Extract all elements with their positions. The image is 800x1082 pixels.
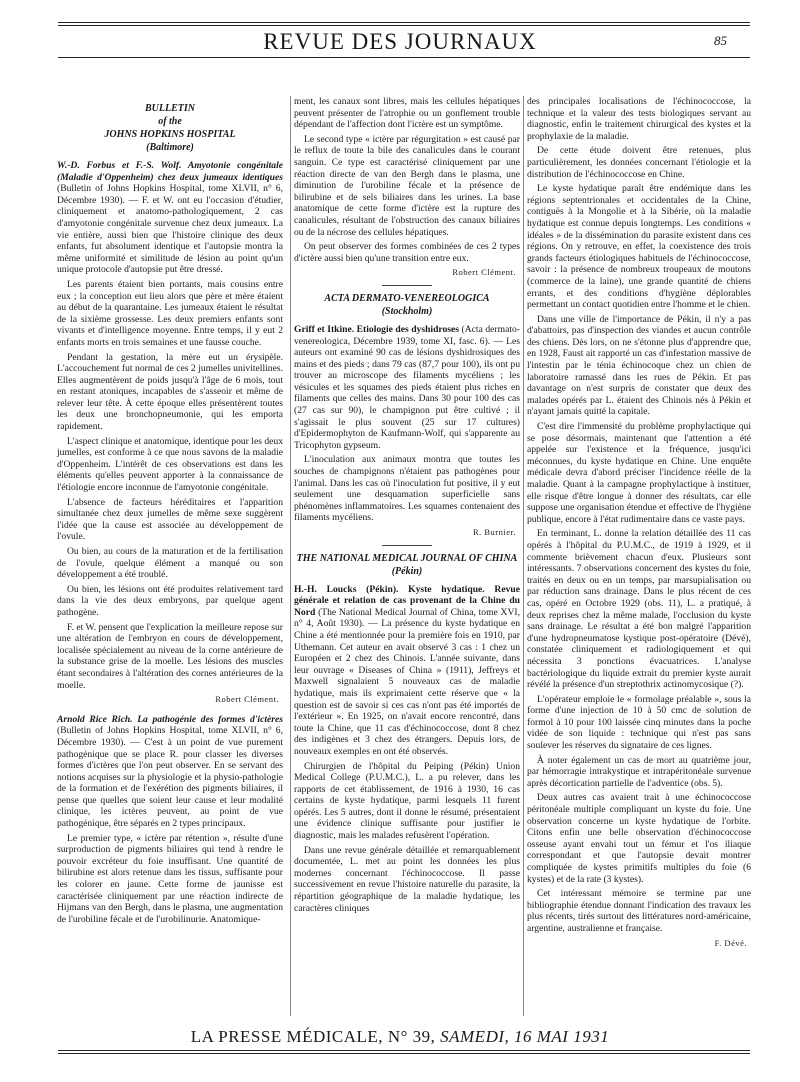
paragraph: On peut observer des formes combinées de ces 2 types d'ictère aussi bien qu'une transition entre eux. bbox=[294, 241, 520, 264]
footer-issue-number: N° 39, bbox=[387, 1027, 436, 1046]
section-heading-nmj bbox=[294, 552, 520, 578]
section-separator bbox=[382, 545, 432, 546]
paragraph: À noter également un cas de mort au quatrième jour, par hémorragie intrakystique et intrapéritonéale survenue après décortication partielle de l'adventice (obs. 5). bbox=[527, 754, 751, 789]
section-heading-acta bbox=[294, 292, 520, 318]
footer-rule-2 bbox=[58, 1053, 750, 1054]
article-loucks bbox=[294, 584, 520, 758]
paragraph: Le kyste hydatique paraît être endémique dans les régions septentrionales et occidentales de la Chine, contiguës à la Mongolie et à la Sibérie, où la maladie hydatique est connue depuis longtemps. Les conditions « idéales » de la dissémination du parasite existent dans ces régions. On y retrouve, en effet, la coexistence des trois grands facteurs étiologiques habituels de l'échinococcose, savoir : la présence de nombreux troupeaux de moutons (commerce de la laine), une grande quantité de chiens errants, et des conditions d'hygiène déplorables permettant un contact quotidien entre l'homme et le chien. bbox=[527, 183, 751, 311]
paragraph: Le second type « ictère par régurgitation » est causé par le reflux de toute la bile des canalicules dans le courant sanguin. Ce type est caractérisé cliniquement par une réaction directe de van den Bergh dans le plasma, une diminution de l'urobiline fécale et la présence de bilirubine et de sels biliaires dans les urines. La base anatomique de cette forme d'ictère est la rupture des canalicules, résultant de l'obstruction des canaux biliaires ou de la nécrose des cellules hépatiques. bbox=[294, 133, 520, 238]
article-griff-itkine bbox=[294, 324, 520, 452]
paragraph: Ou bien, les lésions ont été produites relativement tard dans la vie des deux embryons, par quelque agent pathogène. bbox=[57, 583, 283, 618]
section-city: (Pékin) bbox=[391, 565, 423, 577]
paragraph: L'aspect clinique et anatomique, identique pour les deux jumelles, est conforme à ce que nous savons de la maladie d'Oppenheim. L'intérêt de ces observations est dans les éléments qu'elles peuvent apporter à la connaissance de l'étiologie encore inconnue de l'amyotonie congénitale. bbox=[57, 435, 283, 494]
paragraph: Dans une revue générale détaillée et remarquablement documentée, L. met au point les données les plus modernes concernant l'échinococcose. Il passe successivement en revue l'histoire naturelle du parasite, la répartition géographique de la maladie hydatique, les caractères cliniques bbox=[294, 844, 520, 914]
paragraph: En terminant, L. donne la relation détaillée des 11 cas opérés à l'hôpital du P.U.M.C., de 1919 à 1929, et il commente brièvement chacun d'eux. Plusieurs sont intéressants. 7 observations concernent des kystes du foie, traités en deux ou en un temps, par marsupialisation ou par réduction sans drainage. Dans le plus récent de ces cas, opéré en Octobre 1929 (obs. 11), L. a pratiqué, à deux reprises chez la même malade, l'occlusion du kyste sans drainage. Le résultat a été bon malgré l'apparition d'une hydropneumatose kystique post-opératoire (Dévé), constatée cliniquement et radiologiquement et qui nécessita 3 ponctions évacuatrices. L'analyse bactériologique du liquide extrait du premier kyste aurait révélé la présence d'un streptothrix actinomycosique (?). bbox=[527, 528, 751, 691]
article-body: (The National Medical Journal of China, tome XVI, n° 4, Août 1930). — La présence du kyste hydatique en Chine a été mentionnée pour la première fois en 1910, par Uthemann. Cet auteur en avait observé 3 cas : 1 chez un Européen et 2 chez des Chinois. L'année suivante, dans leur ouvrage « Diseases of China » (1911), Jeffreys et Maxwell signalaient 5 nouveaux cas de maladie hydatique, mais ils exprimaient cette réserve que « la question est de savoir si ces cas n'ont pas été importés de l'extérieur ». En 1925, on n'avait encore rencontré, dans toute la Chine, que 11 cas d'échinococcose, dont 8 chez des indigènes et 3 chez des étrangers. Depuis lors, de nouveaux exemples en ont été observés. bbox=[294, 606, 520, 757]
paragraph: L'inoculation aux animaux montra que toutes les souches de champignons n'étaient pas pathogènes pour l'animal. Dans les cas où l'inoculation fut positive, il y eut seulement une desquamation superficielle sans phénomènes inflammatoires. Les squames contenaient des filaments mycéliens. bbox=[294, 454, 520, 524]
section-title: THE NATIONAL MEDICAL JOURNAL OF CHINA bbox=[296, 552, 518, 564]
section-journal-name: JOHNS HOPKINS HOSPITAL bbox=[104, 129, 236, 140]
paragraph: Le premier type, « ictère par rétention », résulte d'une surproduction de pigments biliaires qui tend à rendre le pouvoir excréteur du foie insuffisant. Une quantité de bilirubine est alors retenue dans les tissus, suffisante pour les colorer en jaune. Cette forme de jaunisse est caractérisée cliniquement par une réaction indirecte de Hijmans van den Bergh, dans le plasma, une augmentation de l'urobiline fécale et de l'urobilinurie. Anatomique- bbox=[57, 832, 283, 925]
paragraph: Les parents étaient bien portants, mais cousins entre eux ; la conception eut lieu alors que père et mère étaient au début de la quarantaine. Les jumeaux étaient le résultat de la sixième grossesse. Les deux premiers enfants sont vivants et d'intelligence moyenne. Entre temps, il y eut 2 enfants morts en trois semaines et une fausse couche. bbox=[57, 278, 283, 348]
author-signature: Robert Clément. bbox=[452, 267, 516, 278]
paragraph: Pendant la gestation, la mère eut un érysipèle. L'accouchement fut normal de ces 2 jumelles univitellines. Elles augmentèrent de poids jusqu'à l'âge de 6 mois, tout en restant atoniques, incapables de s'asseoir et même de relever leur tête. À cette époque elles présentèrent toutes les deux une bronchopneumonie, qui les emporta rapidement. bbox=[57, 351, 283, 433]
article-lead: Arnold Rice Rich. La pathogénie des formes d'ictères bbox=[57, 713, 283, 725]
article-body: (Bulletin of Johns Hopkins Hospital, tome XLVII, n° 6, Décembre 1930). — C'est à un point de vue purement pathogénique que se place R. pour classer les diverses formes d'ictères que l'on peut observer. En se servant des notions acquises sur la physiologie et la physio-pathologie de la formation et de l'exérétion des pigments biliaires, il pense que quelles que soient leur cause et leur modalité clinique, les ictères peuvent, au point de vue pathogénique, être séparés en 2 types principaux. bbox=[57, 725, 283, 830]
author-signature: R. Burnier. bbox=[472, 527, 516, 537]
page-header-title: REVUE DES JOURNAUX bbox=[263, 29, 537, 54]
section-city: (Baltimore) bbox=[146, 142, 194, 153]
paragraph: Deux autres cas avaient trait à une échinococcose péritonéale multiple compliquant un kyste du foie. Une observation concerne un kyste hydatique de l'orbite. Citons enfin une belle observation d'échinococcose osseuse ayant envahi tout un fémur et l'os iliaque correspondant et que l'autopsie devait montrer compliquée de kystes primitifs multiples du foie (6 kystes) et de la rate (3 kystes). bbox=[527, 792, 751, 885]
paragraph: L'opérateur emploie le « formolage préalable », sous la forme d'une injection de 10 à 50 cmc de solution de formol à 10 pour 100 laissée cinq minutes dans la poche vidée de son liquide : technique qui n'est pas sans soulever les réserves du signataire de ces lignes. bbox=[527, 693, 751, 752]
header-rule-bottom bbox=[58, 57, 750, 58]
article-rich bbox=[57, 714, 283, 830]
paragraph: ment, les canaux sont libres, mais les cellules hépatiques peuvent présenter de l'atrophie ou un gonflement trouble dépendant de l'affection dont l'ictère est un symptôme. bbox=[294, 96, 520, 131]
page-footer bbox=[0, 1027, 800, 1047]
footer-journal: LA PRESSE MÉDICALE, bbox=[190, 1027, 384, 1046]
section-city: (Stockholm) bbox=[381, 305, 433, 317]
section-title: ACTA DERMATO-VENEREOLOGICA bbox=[324, 292, 490, 304]
column-2 bbox=[294, 96, 520, 917]
paragraph: Cet intéressant mémoire se termine par une bibliographie étendue donnant l'indication des travaux les plus récents, tirés surtout des littératures nord-américaine, argentine, australienne et française. bbox=[527, 888, 751, 934]
paragraph: C'est dire l'immensité du problème prophylactique qui se pose désormais, maintenant que l'attention a été appelée sur l'existence et la fréquence, jusqu'ici méconnues, du kyste hydatique en Chine. Une enquête médicale devra d'abord préciser l'incidence réelle de la maladie. Quant à la campagne prophylactique à instituer, elle risque d'être longue à donner des résultats, car elle suppose une organisation étendue et effective de l'hygiène publique, encore à l'état rudimentaire dans ce vaste pays. bbox=[527, 421, 751, 525]
author-signature: F. Dévé. bbox=[714, 937, 747, 948]
column-divider-2 bbox=[523, 96, 524, 1016]
article-forbus-wolf bbox=[57, 160, 283, 276]
paragraph: L'absence de facteurs héréditaires et l'apparition simultanée chez deux jumelles de même sexe suggèrent l'idée que la cause est associée au développement de l'ovule. bbox=[57, 496, 283, 543]
article-lead: W.-D. Forbus et F.-S. Wolf. Amyotonie congénitale (Maladie d'Oppenheim) chez deux jumeaux identiques bbox=[57, 160, 283, 183]
section-heading-bulletin bbox=[57, 102, 283, 154]
article-body: (Bulletin of Johns Hopkins Hospital, tome XLVII, n° 6, Décembre 1930). — F. et W. ont eu l'occasion d'étudier, cliniquement et anatomo-pathologiquement, 2 cas d'amyotonie congénitale survenue chez deux jumeaux. La vie entière, aussi bien que l'histoire clinique des deux enfants, fut absolument identique et l'autopsie montra la même uniformité et similitude de lésion au point qu'un unique protocole d'autopsie put être dressé. bbox=[57, 183, 283, 276]
column-divider-1 bbox=[290, 96, 291, 1016]
author-signature: Robert Clément. bbox=[215, 694, 279, 705]
footer-rule-1 bbox=[58, 1050, 750, 1051]
article-lead: Griff et Itkine. Etiologie des dyshidroses bbox=[294, 323, 460, 335]
paragraph: Dans une ville de l'importance de Pékin, il n'y a pas d'abattoirs, pas d'inspection des viandes et aucun contrôle des chiens. Dès lors, on ne s'étonne plus d'apprendre que, en 1928, Faust ait rapporté un cas d'infestation massive de l'intestin par le ténia échinocoque chez un chien de laboratoire ramassé dans les rues de Pékin. Et pas davantage on n'est surpris de constater que deux des malades opérés par L. étaient des Chinois nés à Pékin et n'ayant jamais quitté la capitale. bbox=[527, 313, 751, 418]
column-3 bbox=[527, 96, 751, 953]
article-body: (Acta dermato-venereologica, Décembre 1939, tome XI, fasc. 6). — Les auteurs ont examiné 90 cas de lésions dyshidrosiques des mains et des pieds ; dans 79 cas (87,7 pour 100), ils ont pu trouver au microscope des filaments mycéliens ; les vésicules et les squames des pieds étaient plus riches en filaments que celles des mains. Dans 30 pour 100 des cas (27 cas sur 90), le champignon put être cultivé ; il s'agissait le plus souvent (25 sur 17 cultures) d'Epidermophyton de Kaufmann-Wolf, qui s'apparente au Tricophyton gypseum. bbox=[294, 323, 520, 451]
footer-date: SAMEDI, 16 MAI 1931 bbox=[440, 1027, 610, 1046]
paragraph: des principales localisations de l'échinococcose, la technique et la valeur des tests biologiques servant au diagnostic, enfin le traitement chirurgical des kystes et la prophylaxie de la maladie. bbox=[527, 96, 751, 142]
paragraph: Ou bien, au cours de la maturation et de la fertilisation de l'ovule, quelque élément a manqué ou son développement a été troublé. bbox=[57, 546, 283, 581]
section-title: BULLETIN bbox=[145, 103, 195, 114]
paragraph: F. et W. pensent que l'explication la meilleure repose sur une altération de l'embryon en cours de développement, localisée spécialement au niveau de la corne antérieure de la substance grise de la moelle. Les lésions des muscles étant secondaires à l'altération des cornes antérieures de la moelle. bbox=[57, 621, 283, 691]
article-lead: H.-H. Loucks (Pékin). Kyste hydatique. Revue générale et relation de cas provenant de la Chine du Nord bbox=[294, 583, 520, 618]
column-1 bbox=[57, 96, 283, 928]
paragraph: Chirurgien de l'hôpital du Peiping (Pékin) Union Medical College (P.U.M.C.), L. a pu relever, dans les rapports de cet établissement, de 1916 à 1930, 16 cas certains de kyste hydatique, parmi lesquels 11 furent opérés. Les 5 autres, dont il donne le résumé, présentaient une évidence clinique suffisante pour justifier le diagnostic, mais les malades refusèrent l'opération. bbox=[294, 760, 520, 842]
header-rule-top bbox=[58, 22, 750, 23]
section-separator bbox=[382, 285, 432, 286]
header-rule-top-2 bbox=[58, 25, 750, 26]
section-subtitle: of the bbox=[158, 116, 182, 127]
page-number: 85 bbox=[714, 33, 727, 48]
paragraph: De cette étude doivent être retenues, plus particulièrement, les données concernant l'étiologie et la distribution de l'échinococcose en Chine. bbox=[527, 145, 751, 180]
